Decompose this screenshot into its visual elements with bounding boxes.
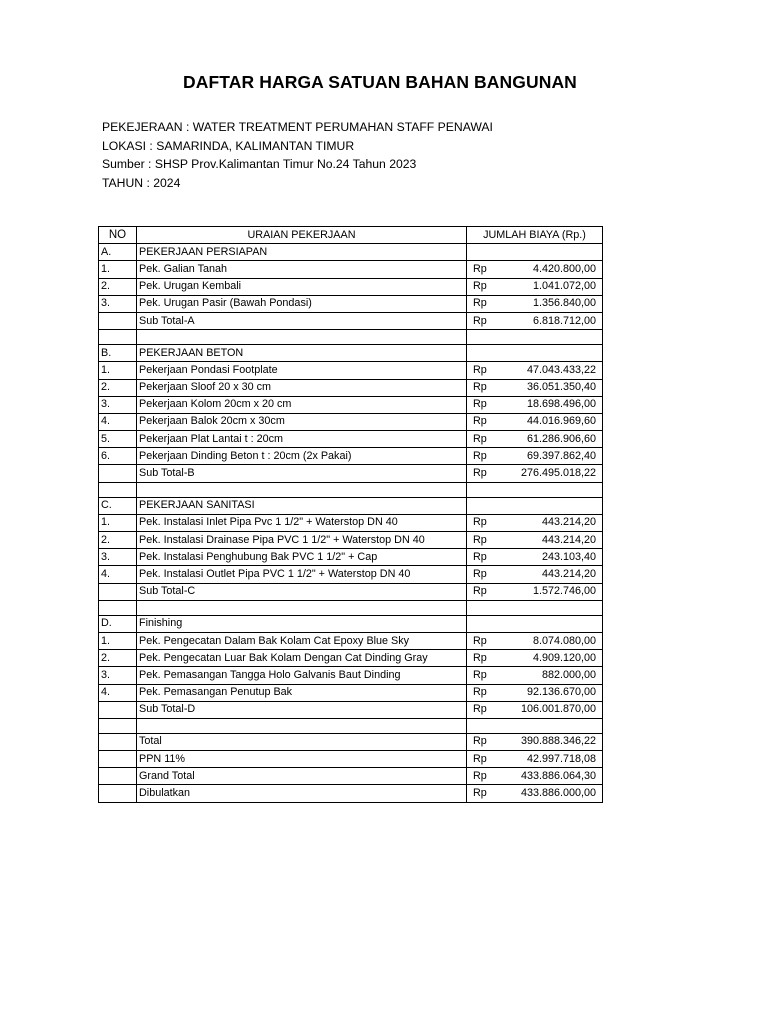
row-number: 1. <box>99 632 137 649</box>
spacer-cell <box>99 718 137 733</box>
spacer-cell <box>137 600 467 615</box>
row-amount: 8.074.080,00 <box>507 632 603 649</box>
row-amount: 4.909.120,00 <box>507 650 603 667</box>
header-no: NO <box>99 227 137 244</box>
empty-cost-cell <box>467 244 603 261</box>
info-sumber: Sumber : SHSP Prov.Kalimantan Timur No.24 Tahun 2023 <box>102 157 417 171</box>
currency-label: Rp <box>467 583 507 600</box>
row-number <box>99 701 137 718</box>
row-amount: 92.136.670,00 <box>507 684 603 701</box>
info-pekerjaan: PEKEJERAAN : WATER TREATMENT PERUMAHAN STAFF PENAWAI <box>102 120 493 134</box>
row-description: Pek. Galian Tanah <box>137 261 467 278</box>
row-description: Sub Total-A <box>137 312 467 329</box>
empty-cost-cell <box>467 497 603 514</box>
row-amount: 443.214,20 <box>507 514 603 531</box>
row-number: 4. <box>99 566 137 583</box>
row-description: Pekerjaan Balok 20cm x 30cm <box>137 413 467 430</box>
header-cost: JUMLAH BIAYA (Rp.) <box>467 227 603 244</box>
row-description: Sub Total-C <box>137 583 467 600</box>
table-row <box>99 278 603 295</box>
table-row <box>99 733 603 750</box>
spacer-row <box>99 718 603 733</box>
currency-label: Rp <box>467 785 507 802</box>
row-description: Sub Total-B <box>137 465 467 482</box>
table-row <box>99 465 603 482</box>
row-number: 3. <box>99 667 137 684</box>
row-description: Pek. Urugan Pasir (Bawah Pondasi) <box>137 295 467 312</box>
currency-label: Rp <box>467 448 507 465</box>
info-tahun: TAHUN : 2024 <box>102 175 181 190</box>
currency-label: Rp <box>467 431 507 448</box>
table-row <box>99 379 603 396</box>
section-row <box>99 244 603 261</box>
row-amount: 443.214,20 <box>507 532 603 549</box>
header-desc: URAIAN PEKERJAAN <box>137 227 467 244</box>
currency-label: Rp <box>467 632 507 649</box>
spacer-cell <box>99 482 137 497</box>
row-amount: 1.572.746,00 <box>507 583 603 600</box>
table-row <box>99 701 603 718</box>
spacer-cell <box>467 482 603 497</box>
row-description: PEKERJAAN PERSIAPAN <box>137 244 467 261</box>
row-description: Pek. Pemasangan Penutup Bak <box>137 684 467 701</box>
row-description: Finishing <box>137 615 467 632</box>
currency-label: Rp <box>467 278 507 295</box>
row-number: C. <box>99 497 137 514</box>
row-number: 2. <box>99 650 137 667</box>
row-amount: 36.051.350,40 <box>507 379 603 396</box>
row-number <box>99 312 137 329</box>
row-description: Dibulatkan <box>137 785 467 802</box>
table-row <box>99 632 603 649</box>
table-row <box>99 650 603 667</box>
row-description: Pek. Pengecatan Luar Bak Kolam Dengan Cat Dinding Gray <box>137 650 467 667</box>
row-number: 2. <box>99 278 137 295</box>
table-row <box>99 362 603 379</box>
table-row <box>99 667 603 684</box>
row-amount: 443.214,20 <box>507 566 603 583</box>
table-row <box>99 448 603 465</box>
table-row <box>99 532 603 549</box>
row-description: Total <box>137 733 467 750</box>
table-row <box>99 514 603 531</box>
currency-label: Rp <box>467 566 507 583</box>
row-amount: 44.016.969,60 <box>507 413 603 430</box>
row-number <box>99 465 137 482</box>
table-body <box>99 244 603 802</box>
row-number: 6. <box>99 448 137 465</box>
row-number <box>99 583 137 600</box>
table-row <box>99 785 603 802</box>
row-number: 5. <box>99 431 137 448</box>
currency-label: Rp <box>467 413 507 430</box>
spacer-row <box>99 600 603 615</box>
row-amount: 4.420.800,00 <box>507 261 603 278</box>
spacer-cell <box>99 330 137 345</box>
row-description: Pek. Urugan Kembali <box>137 278 467 295</box>
row-amount: 1.041.072,00 <box>507 278 603 295</box>
spacer-cell <box>137 482 467 497</box>
table-row <box>99 413 603 430</box>
table-row <box>99 261 603 278</box>
row-number: B. <box>99 345 137 362</box>
table-row <box>99 751 603 768</box>
row-number: 1. <box>99 362 137 379</box>
row-number: 2. <box>99 532 137 549</box>
currency-label: Rp <box>467 295 507 312</box>
empty-cost-cell <box>467 345 603 362</box>
row-description: Pekerjaan Dinding Beton t : 20cm (2x Pakai) <box>137 448 467 465</box>
row-description: Grand Total <box>137 768 467 785</box>
row-amount: 433.886.000,00 <box>507 785 603 802</box>
row-amount: 6.818.712,00 <box>507 312 603 329</box>
row-number <box>99 751 137 768</box>
empty-cost-cell <box>467 615 603 632</box>
section-row <box>99 345 603 362</box>
row-description: Pek. Instalasi Penghubung Bak PVC 1 1/2" + Cap <box>137 549 467 566</box>
row-number: 1. <box>99 514 137 531</box>
row-amount: 390.888.346,22 <box>507 733 603 750</box>
currency-label: Rp <box>467 379 507 396</box>
row-description: Pek. Instalasi Outlet Pipa PVC 1 1/2" + Waterstop DN 40 <box>137 566 467 583</box>
row-amount: 243.103,40 <box>507 549 603 566</box>
row-number: D. <box>99 615 137 632</box>
row-number <box>99 733 137 750</box>
row-description: PPN 11% <box>137 751 467 768</box>
table-row <box>99 566 603 583</box>
currency-label: Rp <box>467 733 507 750</box>
row-amount: 106.001.870,00 <box>507 701 603 718</box>
currency-label: Rp <box>467 549 507 566</box>
currency-label: Rp <box>467 312 507 329</box>
row-description: Pek. Pengecatan Dalam Bak Kolam Cat Epoxy Blue Sky <box>137 632 467 649</box>
table-row <box>99 768 603 785</box>
table-row <box>99 583 603 600</box>
row-amount: 42.997.718,08 <box>507 751 603 768</box>
currency-label: Rp <box>467 396 507 413</box>
cost-table <box>98 226 603 803</box>
row-amount: 18.698.496,00 <box>507 396 603 413</box>
row-number: A. <box>99 244 137 261</box>
row-number: 4. <box>99 684 137 701</box>
row-number <box>99 785 137 802</box>
spacer-cell <box>467 330 603 345</box>
row-description: Pek. Pemasangan Tangga Holo Galvanis Baut Dinding <box>137 667 467 684</box>
currency-label: Rp <box>467 684 507 701</box>
row-description: Pekerjaan Pondasi Footplate <box>137 362 467 379</box>
spacer-cell <box>99 600 137 615</box>
row-description: Pekerjaan Kolom 20cm x 20 cm <box>137 396 467 413</box>
table-row <box>99 396 603 413</box>
row-number: 3. <box>99 295 137 312</box>
row-number: 3. <box>99 549 137 566</box>
row-amount: 882.000,00 <box>507 667 603 684</box>
table-row <box>99 431 603 448</box>
info-lokasi: LOKASI : SAMARINDA, KALIMANTAN TIMUR <box>102 138 355 153</box>
currency-label: Rp <box>467 667 507 684</box>
row-amount: 433.886.064,30 <box>507 768 603 785</box>
row-amount: 1.356.840,00 <box>507 295 603 312</box>
table-row <box>99 295 603 312</box>
row-amount: 61.286.906,60 <box>507 431 603 448</box>
row-description: Pek. Instalasi Inlet Pipa Pvc 1 1/2" + Waterstop DN 40 <box>137 514 467 531</box>
spacer-row <box>99 330 603 345</box>
spacer-cell <box>467 600 603 615</box>
currency-label: Rp <box>467 768 507 785</box>
row-description: PEKERJAAN SANITASI <box>137 497 467 514</box>
row-number <box>99 768 137 785</box>
currency-label: Rp <box>467 701 507 718</box>
currency-label: Rp <box>467 532 507 549</box>
row-description: Pekerjaan Sloof 20 x 30 cm <box>137 379 467 396</box>
section-row <box>99 615 603 632</box>
row-amount: 47.043.433,22 <box>507 362 603 379</box>
spacer-cell <box>137 718 467 733</box>
section-row <box>99 497 603 514</box>
document-title: DAFTAR HARGA SATUAN BAHAN BANGUNAN <box>183 72 577 92</box>
row-number: 2. <box>99 379 137 396</box>
table-row <box>99 312 603 329</box>
row-number: 3. <box>99 396 137 413</box>
row-description: Pek. Instalasi Drainase Pipa PVC 1 1/2" + Waterstop DN 40 <box>137 532 467 549</box>
spacer-cell <box>467 718 603 733</box>
table-row <box>99 549 603 566</box>
row-number: 1. <box>99 261 137 278</box>
project-info <box>102 118 493 192</box>
row-number: 4. <box>99 413 137 430</box>
row-description: PEKERJAAN BETON <box>137 345 467 362</box>
row-description: Pekerjaan Plat Lantai t : 20cm <box>137 431 467 448</box>
currency-label: Rp <box>467 751 507 768</box>
row-description: Sub Total-D <box>137 701 467 718</box>
currency-label: Rp <box>467 261 507 278</box>
row-amount: 276.495.018,22 <box>507 465 603 482</box>
row-amount: 69.397.862,40 <box>507 448 603 465</box>
spacer-row <box>99 482 603 497</box>
currency-label: Rp <box>467 650 507 667</box>
table-row <box>99 684 603 701</box>
table-header-row <box>99 227 603 244</box>
currency-label: Rp <box>467 514 507 531</box>
currency-label: Rp <box>467 362 507 379</box>
spacer-cell <box>137 330 467 345</box>
currency-label: Rp <box>467 465 507 482</box>
